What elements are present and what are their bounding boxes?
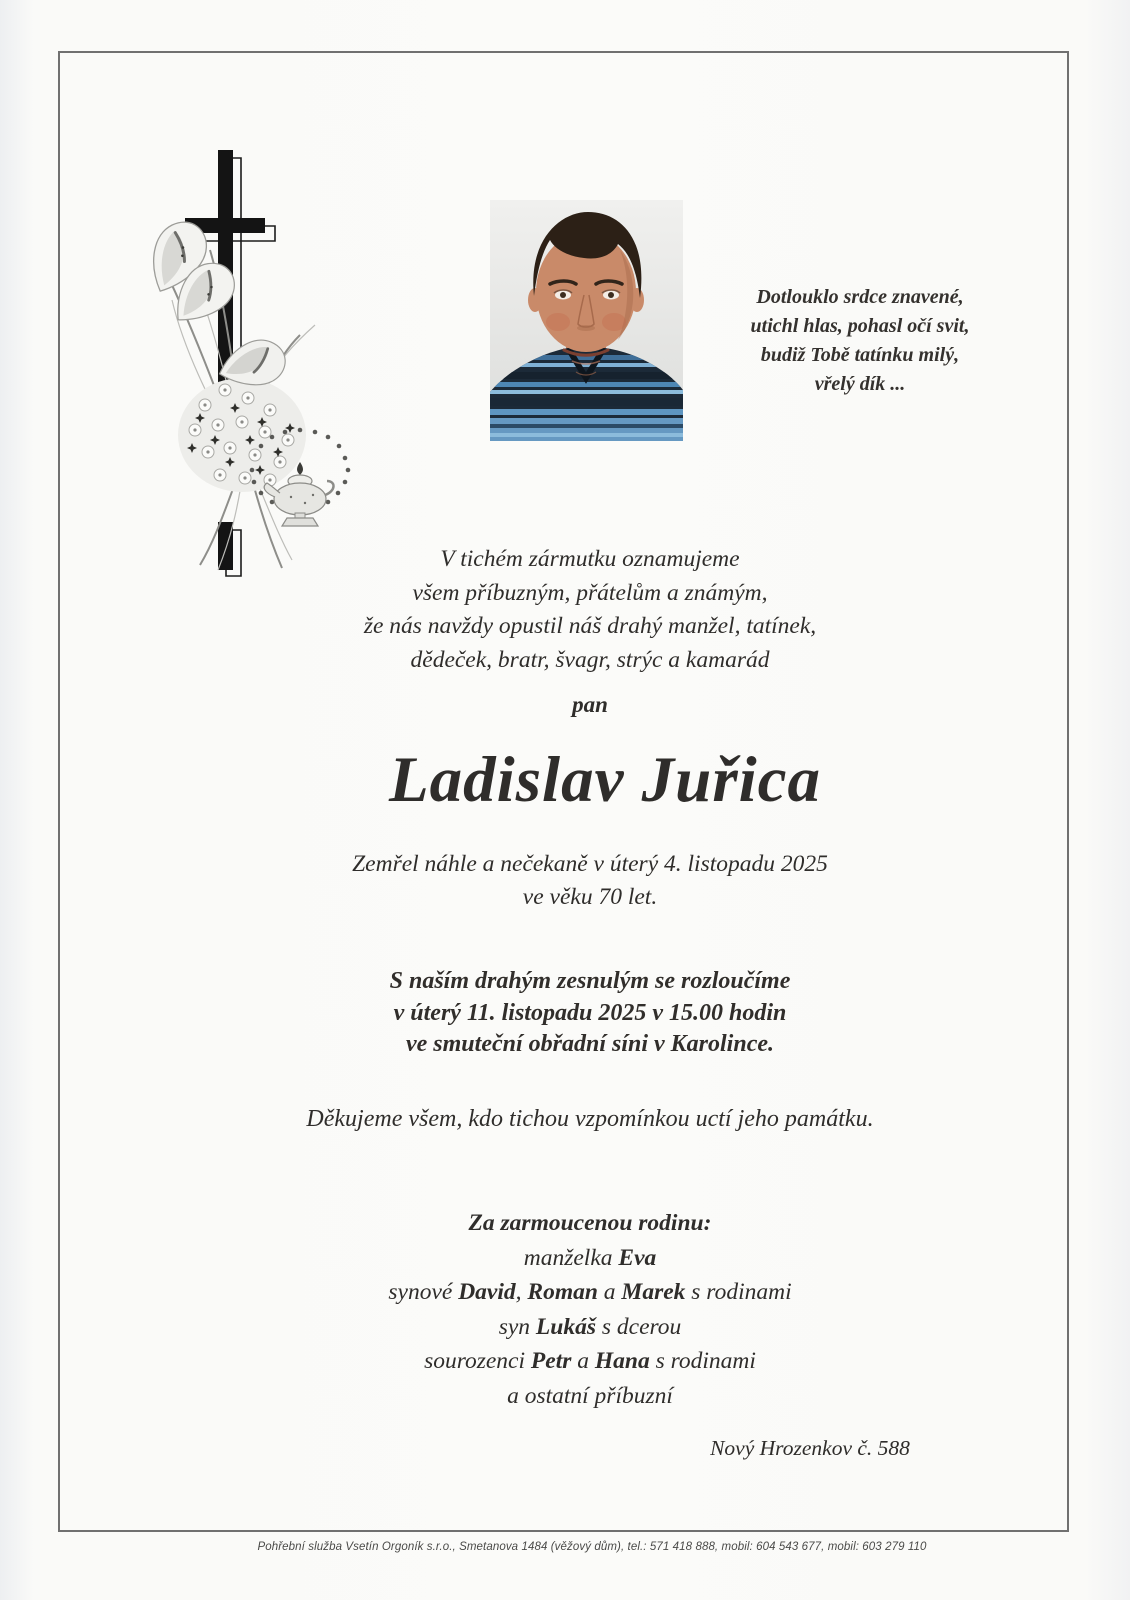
verse-line: vřelý dík ... [814,373,906,395]
family-heading: Za zarmoucenou rodinu: [468,1210,712,1236]
thanks-text: Děkujeme všem, kdo tichou vzpomínkou uctí jeho památku. [306,1106,874,1132]
family-line: a ostatní příbuzní [507,1382,673,1409]
memorial-verse [710,283,1010,399]
death-notice [90,848,1090,914]
verse-line: Dotlouklo srdce znavené, [756,286,964,308]
family-section [90,1206,1090,1413]
announcement-line: že nás navždy opustil náš drahý manžel, tatínek, [363,613,817,639]
ceremony-info [90,966,1090,1061]
portrait-photo [490,200,683,441]
announcement-line: všem příbuzným, přátelům a známým, [412,579,768,606]
announcement-line: V tichém zármutku oznamujeme [440,546,740,572]
announcement-line: dědeček, bratr, švagr, strýc a kamarád [410,646,770,673]
memorial-cross-icon [130,140,360,580]
verse-line: budiž Tobě tatínku milý, [760,344,960,366]
family-line: manželka Eva [523,1244,657,1271]
deceased-name: Ladislav Juřica [388,744,822,816]
family-line: synové David, Roman a Marek s rodinami [388,1279,792,1305]
address-line: Nový Hrozenkov č. 588 [710,1436,910,1460]
announcement-text [90,543,1090,677]
death-notice-line: Zemřel náhle a nečekaně v úterý 4. listopadu 2025 [352,851,828,877]
salutation: pan [572,692,608,717]
funeral-service-footer: Pohřební služba Vsetín Orgoník s.r.o., Smetanova 1484 (věžový dům), tel.: 571 418 888, mobil: 604 543 677, mobil: 603 279 110 [257,1541,927,1553]
verse-line: utichl hlas, pohasl očí svit, [750,315,970,337]
ceremony-line: S naším drahým zesnulým se rozloučíme [389,968,791,994]
ceremony-line: ve smuteční obřadní síni v Karolince. [405,1031,774,1057]
death-notice-line: ve věku 70 let. [522,884,658,910]
family-line: syn Lukáš s dcerou [498,1313,682,1340]
family-line: sourozenci Petr a Hana s rodinami [424,1348,756,1374]
ceremony-line: v úterý 11. listopadu 2025 v 15.00 hodin [393,999,787,1026]
